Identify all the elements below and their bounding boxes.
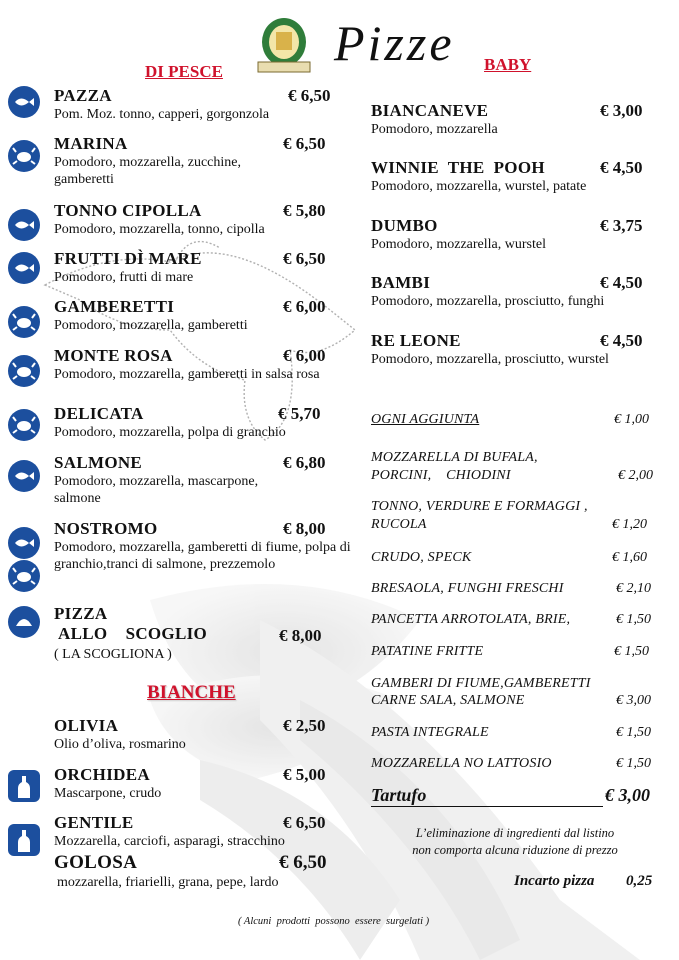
extra-price: € 1,00 (614, 412, 649, 427)
extra-patatine: PATATINE FRITTE (371, 644, 484, 659)
item-desc: Mascarpone, crudo (54, 786, 162, 801)
item-price: € 3,75 (600, 216, 643, 235)
item-price: € 6,00 (283, 346, 326, 365)
crab-icon (8, 560, 40, 592)
item-name: WINNIE THE POOH (371, 158, 545, 177)
item-name: GENTILE (54, 813, 134, 832)
extra-price: € 1,50 (614, 644, 649, 659)
crab-icon (8, 409, 40, 441)
extra-gamberi-line1: GAMBERI DI FIUME,GAMBERETTI (371, 676, 591, 691)
item-desc: ( LA SCOGLIONA ) (54, 647, 172, 662)
item-name: FRUTTI DÌ MARE (54, 249, 202, 268)
item-desc: Pomodoro, mozzarella, prosciutto, wurstel (371, 352, 609, 367)
note-line2: non comporta alcuna riduzione di prezzo (412, 843, 618, 857)
item-desc: Pomodoro, mozzarella, gamberetti (54, 318, 248, 333)
extra-tartufo: Tartufo (371, 785, 603, 807)
extra-price: € 1,20 (612, 517, 647, 532)
item-name-line2: ALLO SCOGLIO (58, 624, 208, 643)
item-price: € 6,50 (283, 813, 326, 832)
menu-title: Pizze (334, 15, 455, 71)
fish-icon (8, 209, 40, 241)
menu-item-salmone (54, 453, 299, 507)
item-desc: Pomodoro, mozzarella, zucchine, gamberetti (54, 155, 241, 187)
extra-price: € 2,00 (618, 468, 653, 483)
item-price: € 4,50 (600, 331, 643, 350)
footer-note: ( Alcuni prodotti possono essere surgelati ) (238, 916, 430, 927)
menu-item-winnie-the-pooh (371, 158, 586, 195)
note-line1: L’eliminazione di ingredienti dal listino (415, 826, 615, 840)
item-name: BAMBI (371, 273, 431, 292)
menu-item-bambi (371, 273, 604, 310)
shell-icon (8, 606, 40, 638)
item-price: € 6,80 (283, 453, 326, 472)
fish-icon (8, 252, 40, 284)
item-desc: Pomodoro, mozzarella, prosciutto, funghi (371, 294, 605, 309)
item-price: € 2,50 (283, 716, 326, 735)
item-name: OLIVIA (54, 716, 119, 735)
extra-mozzarella-no-lattosio: MOZZARELLA NO LATTOSIO (371, 756, 552, 771)
extra-price: € 3,00 (616, 693, 651, 708)
extra-price-tartufo: € 3,00 (605, 785, 650, 805)
item-desc: Pomodoro, mozzarella, gamberetti di fiume, polpa di granchio,tranci di salmone, prezzemolo (54, 540, 351, 572)
item-name: TONNO CIPOLLA (54, 201, 202, 220)
item-price: € 3,00 (600, 101, 643, 120)
item-price: € 6,50 (283, 249, 326, 268)
extra-tonno-line1: TONNO, VERDURE E FORMAGGI , (371, 499, 588, 514)
item-price: € 5,70 (278, 404, 321, 423)
fish-icon (8, 86, 40, 118)
item-desc: Mozzarella, carciofi, asparagi, stracchino (54, 834, 285, 849)
extra-bufala-line1: MOZZARELLA DI BUFALA, (371, 450, 538, 465)
item-desc: Pomodoro, mozzarella, wurstel, patate (371, 179, 587, 194)
item-name: PAZZA (54, 86, 112, 105)
extra-price: € 1,50 (616, 725, 651, 740)
menu-item-biancaneve (371, 101, 498, 138)
item-name: NOSTROMO (54, 519, 158, 538)
menu-item-golosa (54, 852, 279, 891)
item-name: MARINA (54, 134, 128, 153)
item-name: DELICATA (54, 404, 144, 423)
menu-item-pizza-allo-scoglio (54, 604, 207, 663)
crab-icon (8, 306, 40, 338)
extra-bresaola: BRESAOLA, FUNGHI FRESCHI (371, 581, 564, 596)
item-price: € 8,00 (283, 519, 326, 538)
extra-pasta-integrale: PASTA INTEGRALE (371, 725, 489, 740)
item-desc: Pomodoro, mozzarella, mascarpone, salmone (54, 474, 259, 506)
wine-bottle-icon (8, 770, 40, 802)
item-name: RE LEONE (371, 331, 461, 350)
menu-item-delicata (54, 404, 286, 441)
extra-bufala-line2: PORCINI, CHIODINI (371, 468, 511, 483)
extra-pancetta: PANCETTA ARROTOLATA, BRIE, (371, 612, 571, 627)
item-name: ORCHIDEA (54, 765, 150, 784)
extra-price: € 1,60 (612, 550, 647, 565)
incarto-pizza-price: 0,25 (626, 873, 653, 889)
item-price: € 6,50 (288, 86, 331, 105)
fish-icon (8, 460, 40, 492)
extra-price: € 1,50 (616, 756, 651, 771)
item-price: € 6,50 (279, 852, 327, 873)
item-name: SALMONE (54, 453, 143, 472)
menu-item-olivia (54, 716, 186, 753)
menu-item-pazza (54, 86, 269, 123)
item-price: € 4,50 (600, 158, 643, 177)
item-desc: Pomodoro, frutti di mare (54, 270, 194, 285)
item-name: DUMBO (371, 216, 438, 235)
section-title-bianche: BIANCHE (147, 682, 236, 703)
item-name-line1: PIZZA (54, 604, 108, 623)
menu-item-dumbo (371, 216, 546, 253)
item-price: € 5,00 (283, 765, 326, 784)
menu-item-frutti-di-mare (54, 249, 202, 286)
item-name: MONTE ROSA (54, 346, 173, 365)
incarto-pizza-label: Incarto pizza (514, 873, 595, 889)
item-desc: Pomodoro, mozzarella, tonno, cipolla (54, 222, 265, 237)
restaurant-crest-logo (252, 14, 316, 76)
menu-item-orchidea (54, 765, 161, 802)
wine-bottle-icon (8, 824, 40, 856)
menu-item-gamberetti (54, 297, 248, 334)
item-price: € 8,00 (279, 626, 322, 645)
menu-item-re-leone (371, 331, 609, 368)
section-title-baby: BABY (484, 55, 532, 74)
fish-icon (8, 527, 40, 559)
menu-item-tonno-cipolla (54, 201, 265, 238)
item-price: € 6,00 (283, 297, 326, 316)
menu-item-marina (54, 134, 304, 188)
item-desc: Olio d’oliva, rosmarino (54, 737, 186, 752)
item-name: BIANCANEVE (371, 101, 489, 120)
section-title-di-pesce: DI PESCE (145, 62, 223, 81)
item-desc: Pomodoro, mozzarella, wurstel (371, 237, 546, 252)
crab-icon (8, 140, 40, 172)
extra-price: € 2,10 (616, 581, 651, 596)
item-name: GOLOSA (54, 852, 138, 873)
extra-tonno-line2: RUCOLA (371, 517, 427, 532)
extra-gamberi-line2: CARNE SALA, SALMONE (371, 693, 525, 708)
item-price: € 5,80 (283, 201, 326, 220)
extra-crudo-speck: CRUDO, SPECK (371, 550, 472, 565)
item-desc: Pom. Moz. tonno, capperi, gorgonzola (54, 107, 270, 122)
item-desc: Pomodoro, mozzarella (371, 122, 498, 137)
item-desc: Pomodoro, mozzarella, polpa di granchio (54, 425, 286, 440)
item-name: GAMBERETTI (54, 297, 175, 316)
item-desc: Pomodoro, mozzarella, gamberetti in salsa rosa (54, 367, 320, 382)
crab-icon (8, 355, 40, 387)
item-price: € 4,50 (600, 273, 643, 292)
extra-ogni-aggiunta: OGNI AGGIUNTA (371, 412, 480, 427)
item-desc: mozzarella, friarielli, grana, pepe, lardo (57, 875, 279, 890)
item-price: € 6,50 (283, 134, 326, 153)
extra-price: € 1,50 (616, 612, 651, 627)
menu-item-gentile (54, 813, 285, 850)
